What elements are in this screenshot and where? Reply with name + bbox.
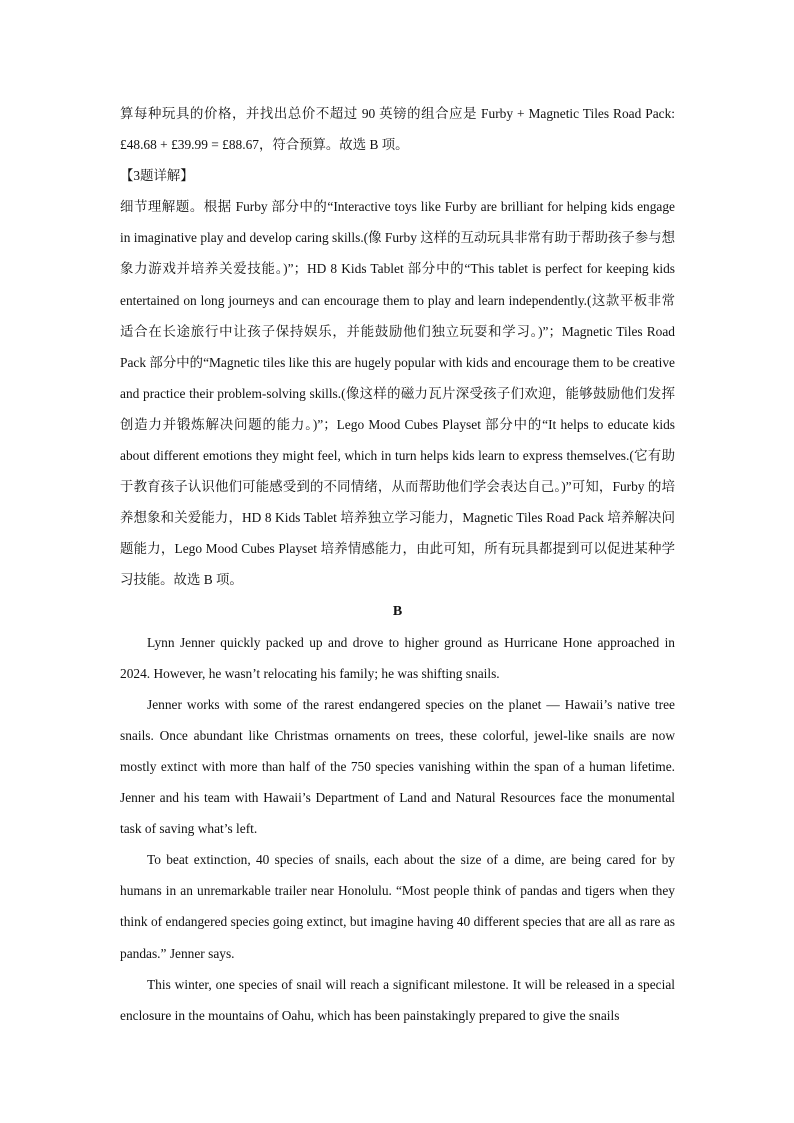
- q2-analysis-tail: 算每种玩具的价格，并找出总价不超过 90 英镑的组合应是 Furby + Magnetic Tiles Road Pack: £48.68 + £39.99 = £88.67，符合预算。故选 B 项。: [120, 106, 675, 153]
- page-content: [120, 98, 675, 1031]
- passage-paragraph-4: This winter, one species of snail will reach a significant milestone. It will be released in a special enclosure in the mountains of Oahu, which has been painstakingly prepared to give the snails: [120, 976, 675, 1023]
- q3-analysis-body: 细节理解题。根据 Furby 部分中的“Interactive toys like Furby are brilliant for helping kids engage in imaginative play and develop caring skills.(像 Furby 这样的互动玩具非常有助于帮助孩子参与想象力游戏并培养关爱技能。)”；HD 8 Kids Tablet 部分中的“This tablet is perfect for keeping kids entertained on long journeys and can encourage them to play and learn independently.(这款平板非常适合在长途旅行中让孩子保持娱乐，并能鼓励他们独立玩耍和学习。)”；Magnetic Tiles Road Pack 部分中的“Magnetic tiles like this are hugely popular with kids and encourage them to be creative and practice their problem-solving skills.(像这样的磁力瓦片深受孩子们欢迎，能够鼓励他们发挥创造力并锻炼解决问题的能力。)”；Lego Mood Cubes Playset 部分中的“It helps to educate kids about different emotions they might feel, which in turn helps kids learn to express themselves.(它有助于教育孩子认识他们可能感受到的不同情绪，从而帮助他们学会表达自己。)”可知，Furby 的培养想象和关爱能力，HD 8 Kids Tablet 培养独立学习能力，Magnetic Tiles Road Pack 培养解决问题能力，Lego Mood Cubes Playset 培养情感能力，由此可知，所有玩具都提到可以促进某种学习技能。故选 B 项。: [120, 199, 675, 588]
- passage-paragraph-3: To beat extinction, 40 species of snails, each about the size of a dime, are being cared for by humans in an unremarkable trailer near Honolulu. “Most people think of pandas and tigers when they think of endangered species going extinct, but imagine having 40 different species that are all as rare as pandas.” Jenner says.: [120, 852, 675, 961]
- passage-label: B: [392, 603, 403, 619]
- passage-paragraph-2: Jenner works with some of the rarest endangered species on the planet — Hawaii’s native tree snails. Once abundant like Christmas ornaments on trees, these colorful, jewel-like snails are now mostly extinct with more than half of the 750 species vanishing within the span of a human lifetime. Jenner and his team with Hawaii’s Department of Land and Natural Resources face the monumental task of saving what’s left.: [120, 696, 675, 837]
- passage-paragraph-1: Lynn Jenner quickly packed up and drove to higher ground as Hurricane Hone approached in 2024. However, he wasn’t relocating his family; he was shifting snails.: [120, 634, 675, 681]
- q3-heading: 【3题详解】: [120, 168, 194, 184]
